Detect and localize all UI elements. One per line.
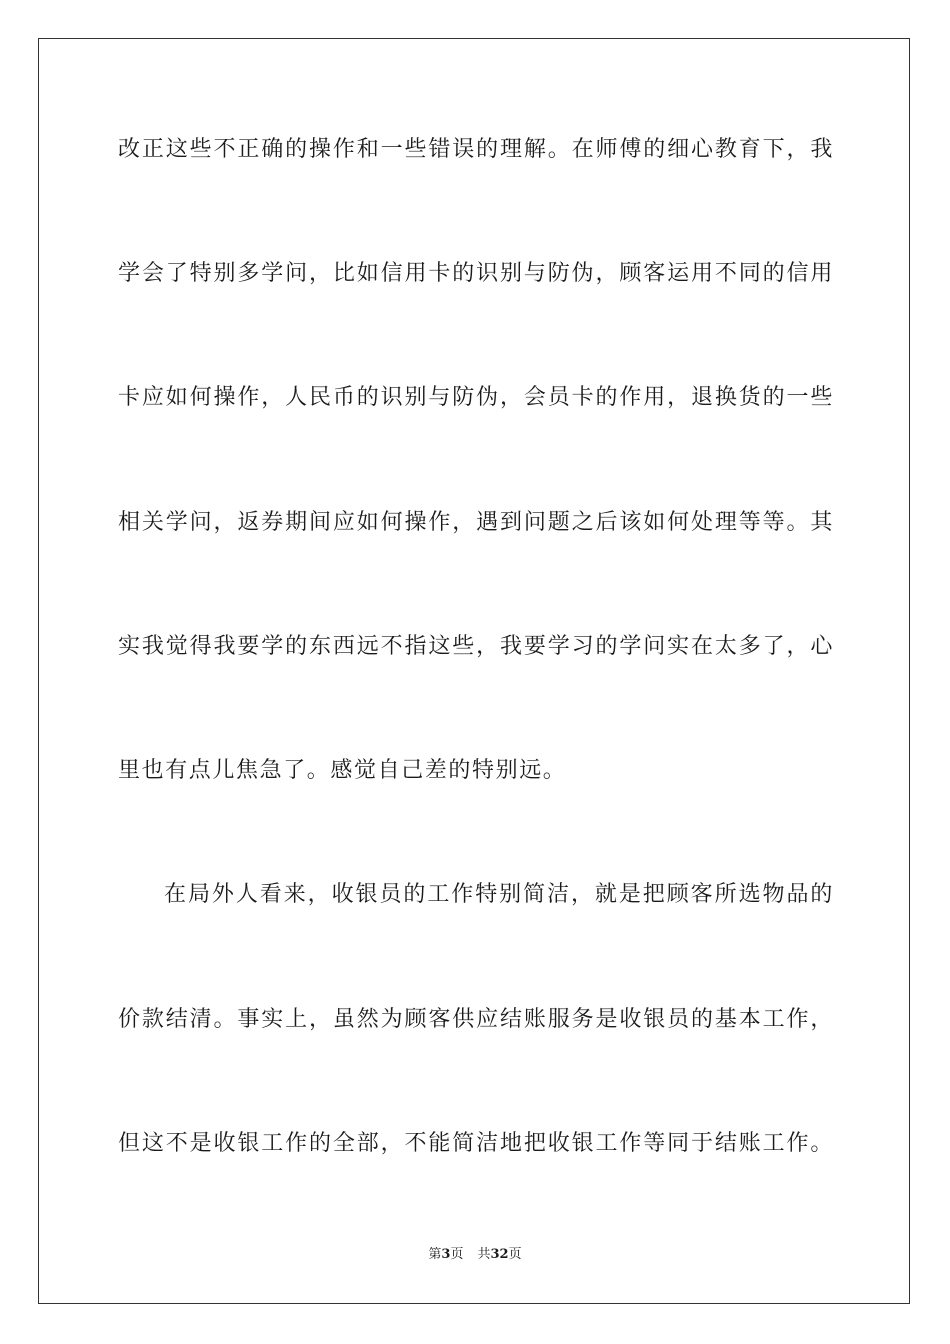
paragraph-line-8: 价款结清。事实上，虽然为顾客供应结账服务是收银员的基本工作， bbox=[118, 1007, 834, 1032]
paragraph-line-4: 相关学问，返券期间应如何操作，遇到问题之后该如何处理等等。其 bbox=[118, 510, 834, 535]
page-number: 3 bbox=[441, 1247, 451, 1262]
paragraph-line-2: 学会了特别多学问，比如信用卡的识别与防伪，顾客运用不同的信用 bbox=[118, 261, 834, 286]
page-border bbox=[38, 38, 910, 1304]
page-prefix: 第 bbox=[428, 1247, 442, 1262]
total-suffix: 页 bbox=[508, 1247, 522, 1262]
total-prefix: 共 bbox=[477, 1247, 491, 1262]
paragraph-line-1: 改正这些不正确的操作和一些错误的理解。在师傅的细心教育下，我 bbox=[118, 137, 834, 162]
paragraph-line-5: 实我觉得我要学的东西远不指这些，我要学习的学问实在太多了，心 bbox=[118, 634, 834, 659]
paragraph-line-9: 但这不是收银工作的全部，不能简洁地把收银工作等同于结账工作。 bbox=[118, 1131, 834, 1156]
total-pages: 32 bbox=[490, 1247, 509, 1262]
paragraph-line-7: 在局外人看来，收银员的工作特别简洁，就是把顾客所选物品的 bbox=[164, 882, 834, 907]
page-suffix: 页 bbox=[450, 1247, 464, 1262]
page-footer bbox=[0, 1248, 950, 1261]
paragraph-line-3: 卡应如何操作，人民币的识别与防伪，会员卡的作用，退换货的一些 bbox=[118, 385, 834, 410]
paragraph-line-6: 里也有点儿焦急了。感觉自己差的特别远。 bbox=[118, 758, 567, 783]
